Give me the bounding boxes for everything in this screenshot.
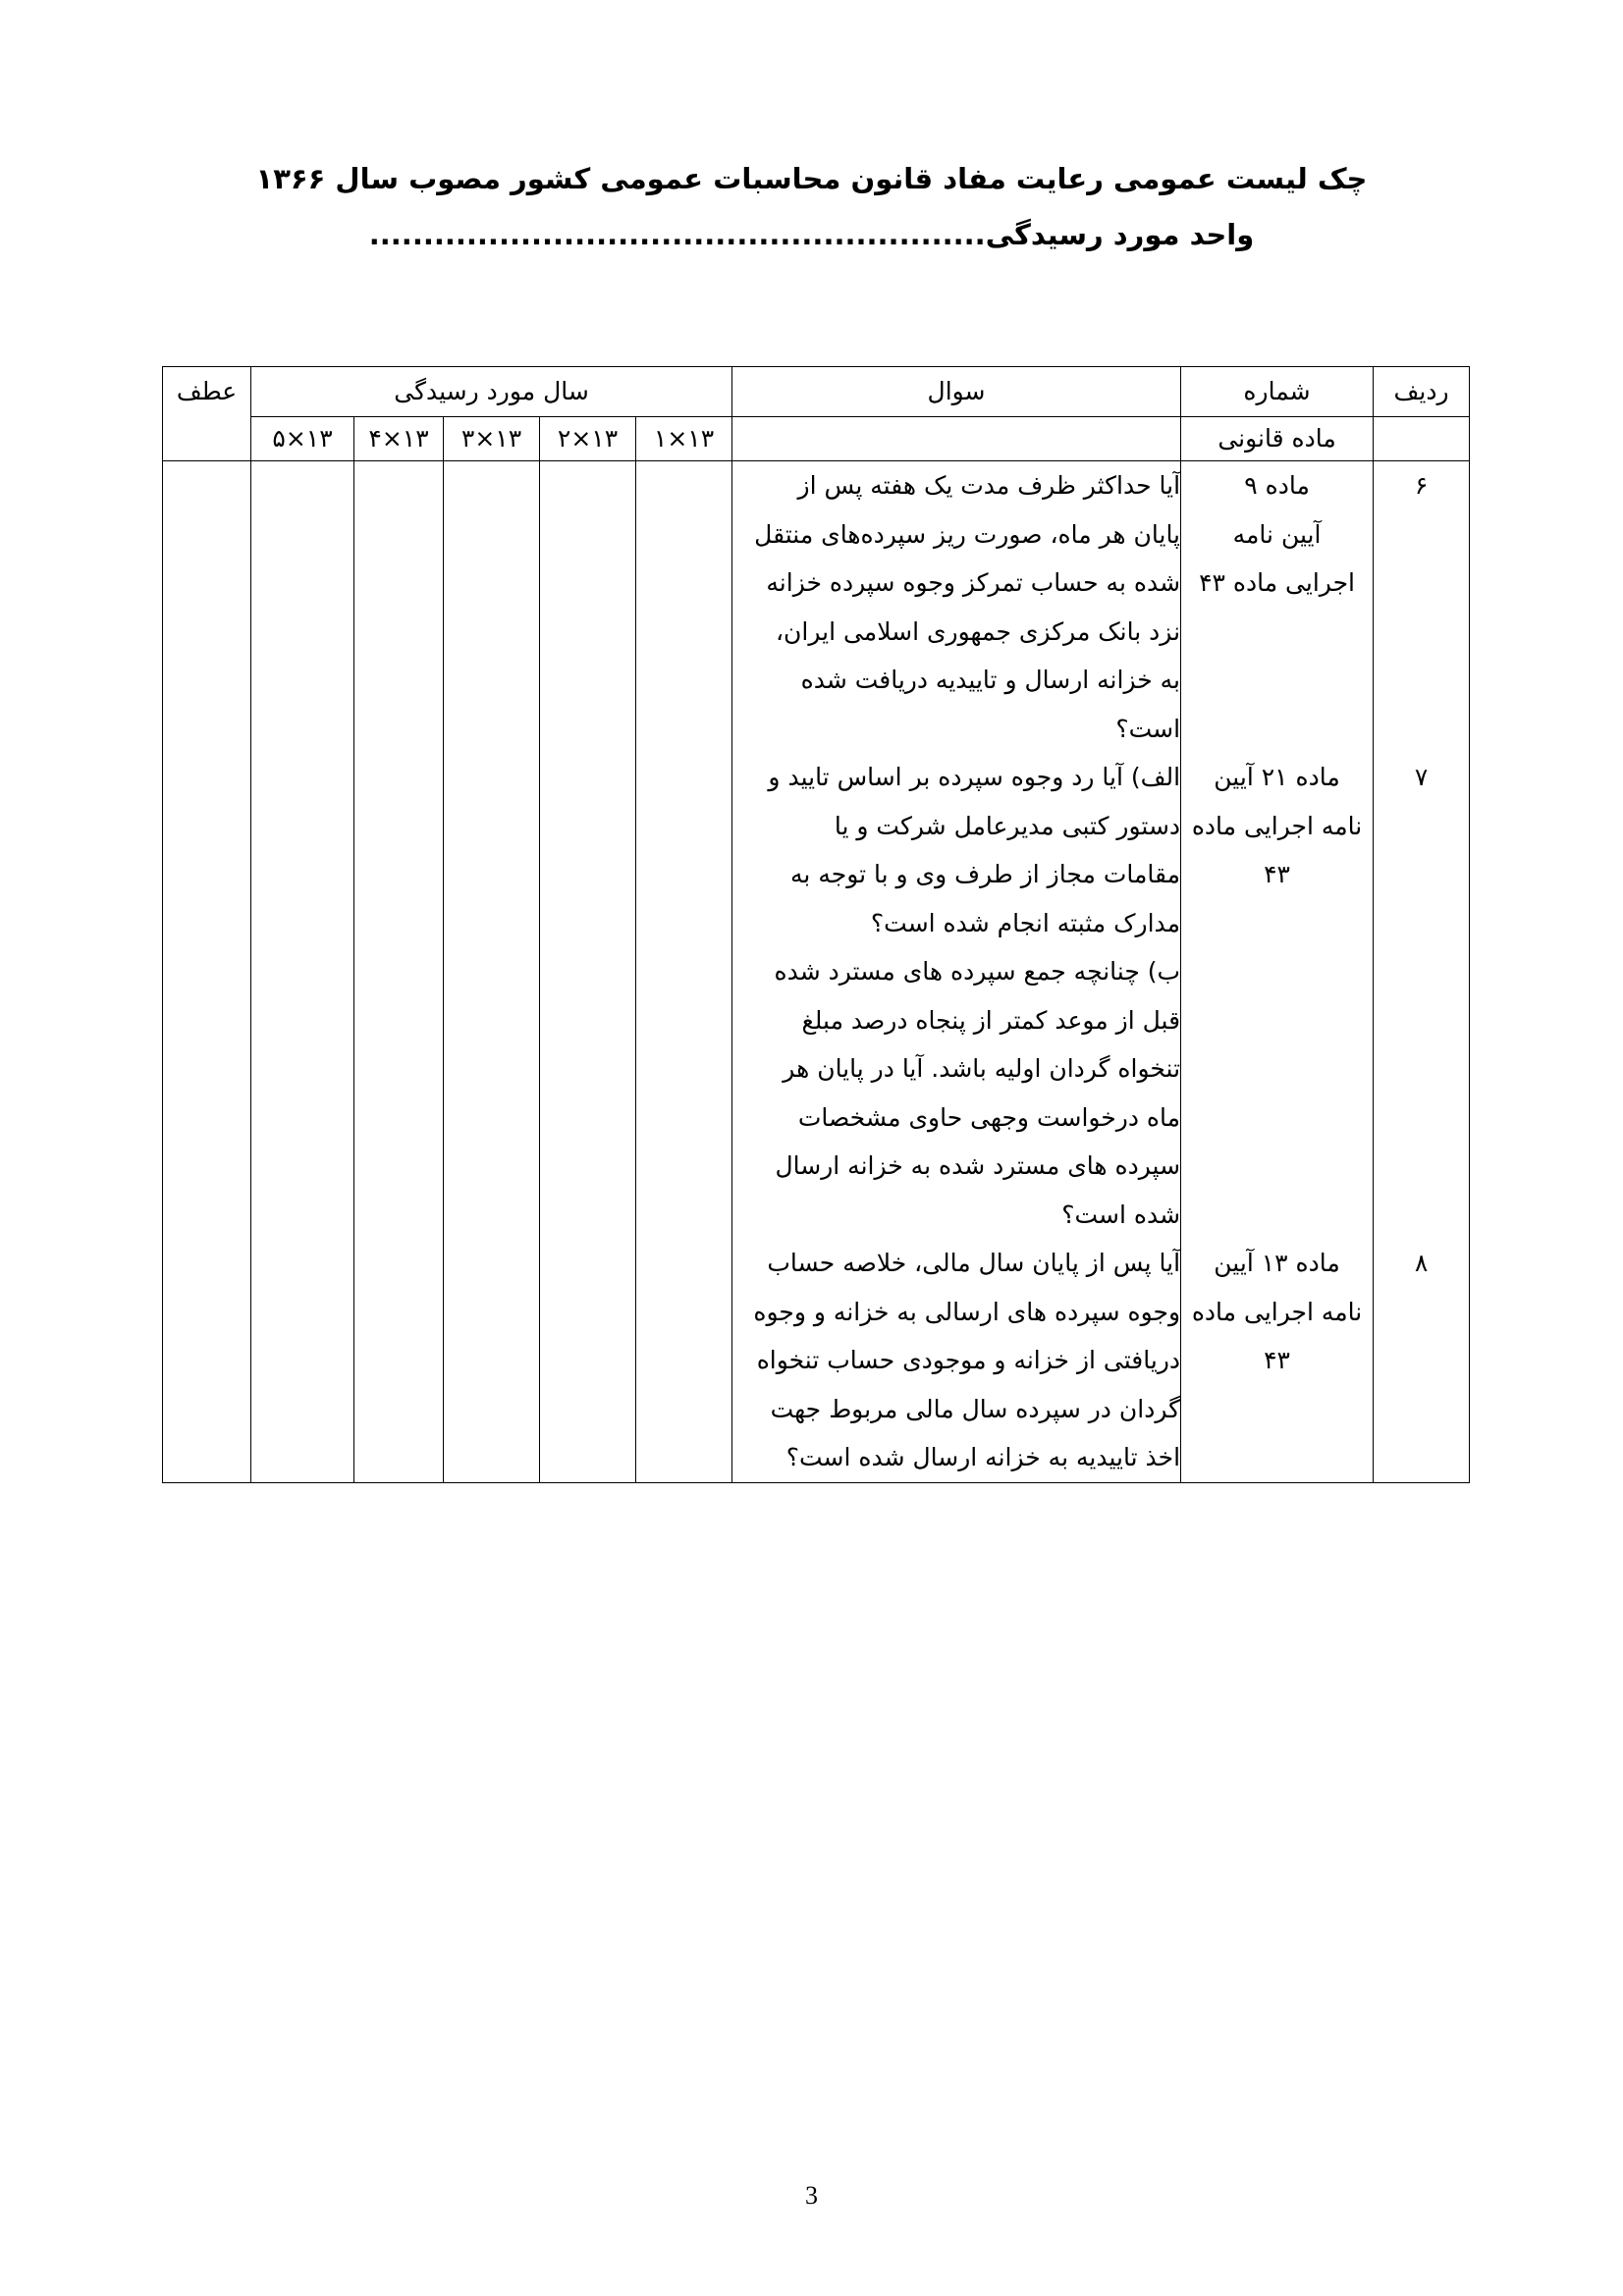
audited-unit-line: واحد مورد رسیدگی......................................................... [368,218,1255,251]
row-number-subheader [1374,417,1470,461]
page-number: 3 [805,2181,818,2210]
year-col-4: ۱۳×۴ [354,417,444,461]
question-header: سوال [732,367,1181,417]
year-col-2: ۱۳×۲ [540,417,636,461]
row-number: ۷ [1414,762,1429,791]
question-text: آیا حداکثر ظرف مدت یک هفته پس از پایان هر ماه، صورت ریز سپرده‌های منتقل شده به حساب تمرکز وجوه سپرده خزانه نزد بانک مرکزی جمهوری اسلامی ایران، به خزانه ارسال و تاییدیه دریافت شده است؟ [754,471,1181,743]
year-cell-5 [251,461,354,1483]
document-title: چک لیست عمومی رعایت مفاد قانون محاسبات عمومی کشور مصوب سال ۱۳۶۶ [255,162,1368,195]
year-cell-3 [444,461,540,1483]
law-number-header: شماره [1181,367,1374,417]
question-text: آیا پس از پایان سال مالی، خلاصه حساب وجوه سپرده های ارسالی به خزانه و وجوه دریافتی از خزانه و موجودی حساب تنخواه گردان در سپرده سال مالی مربوط جهت اخذ تاییدیه به خزانه ارسال شده است؟ [753,1249,1181,1471]
reference-cell [163,461,251,1483]
audit-year-header: سال مورد رسیدگی [251,367,732,417]
row-number: ۸ [1414,1249,1429,1277]
checklist-table [162,366,1470,1483]
reference-header: عطف [163,367,251,461]
year-col-5: ۱۳×۵ [251,417,354,461]
law-article: ماده ۹ آیین نامه اجرایی ماده ۴۳ [1199,471,1355,597]
year-cell-4 [354,461,444,1483]
year-cell-1 [636,461,732,1483]
law-article: ماده ۲۱ آیین نامه اجرایی ماده ۴۳ [1191,763,1363,888]
law-article: ماده ۱۳ آیین نامه اجرایی ماده ۴۳ [1191,1249,1363,1374]
question-subheader [732,417,1181,461]
row-number-header: ردیف [1374,367,1470,417]
year-col-3: ۱۳×۳ [444,417,540,461]
subheader-row [163,417,1470,461]
year-cell-2 [540,461,636,1483]
row-number: ۶ [1414,471,1429,500]
year-col-1: ۱۳×۱ [636,417,732,461]
question-text: الف) آیا رد وجوه سپرده بر اساس تایید و دستور کتبی مدیرعامل شرکت و یا مقامات مجاز از طرف وی و با توجه به مدارک مثبته انجام شده است؟ ب) چنانچه جمع سپرده های مسترد شده قبل از موعد کمتر از پنجاه درصد مبلغ تنخواه گردان اولیه باشد. آیا در پایان هر ماه درخواست وجهی حاوی مشخصات سپرده های مسترد شده به خزانه ارسال شده است؟ [768,763,1181,1229]
header-row [163,367,1470,417]
table-row [163,461,1470,1483]
law-article-subheader: ماده قانونی [1181,417,1374,461]
